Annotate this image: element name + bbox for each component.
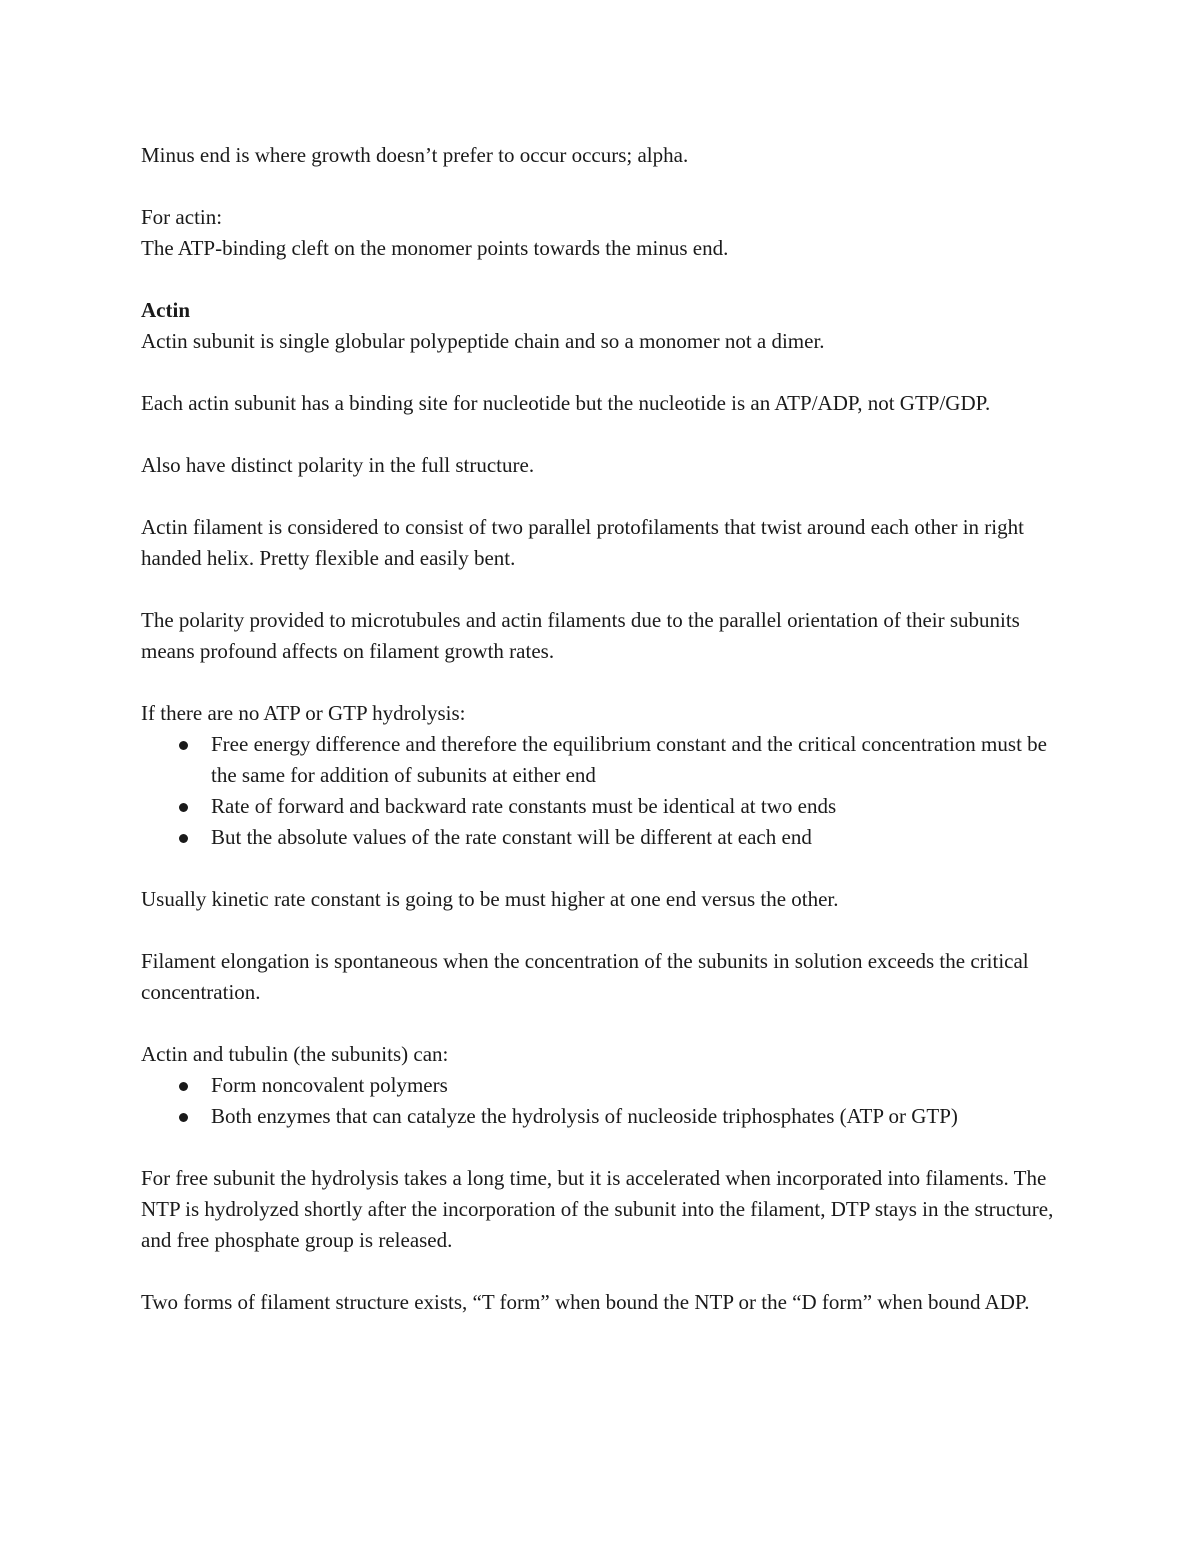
- bullet-list-actin-tubulin: [141, 1070, 1071, 1132]
- paragraph-elongation: Filament elongation is spontaneous when the concentration of the subunits in solution exceeds the critical concentration.: [141, 949, 1029, 1004]
- paragraph-no-hydrolysis: If there are no ATP or GTP hydrolysis:: [141, 701, 466, 725]
- paragraph-atp-cleft: The ATP-binding cleft on the monomer points towards the minus end.: [141, 236, 729, 260]
- list-item-text: Free energy difference and therefore the equilibrium constant and the critical concentration must be the same for addition of subunits at either end: [211, 732, 1047, 787]
- bullet-icon: [179, 1113, 188, 1122]
- document-page: [141, 140, 1071, 1318]
- spacer: [141, 915, 1071, 946]
- paragraph-polarity-growth: The polarity provided to microtubules and actin filaments due to the parallel orientation of their subunits means profound affects on filament growth rates.: [141, 608, 1020, 663]
- spacer: [141, 419, 1071, 450]
- paragraph-two-forms: Two forms of filament structure exists, “T form” when bound the NTP or the “D form” when bound ADP.: [141, 1290, 1030, 1314]
- spacer: [141, 264, 1071, 295]
- list-item: [211, 1101, 1071, 1132]
- spacer: [141, 171, 1071, 202]
- list-item: [211, 822, 1071, 853]
- bullet-icon: [179, 803, 188, 812]
- spacer: [141, 853, 1071, 884]
- paragraph-actin-tubulin: Actin and tubulin (the subunits) can:: [141, 1042, 449, 1066]
- spacer: [141, 481, 1071, 512]
- paragraph-actin-subunit: Actin subunit is single globular polypeptide chain and so a monomer not a dimer.: [141, 329, 825, 353]
- spacer: [141, 574, 1071, 605]
- spacer: [141, 1008, 1071, 1039]
- list-item-text: Form noncovalent polymers: [211, 1073, 448, 1097]
- section-heading-actin: Actin: [141, 298, 190, 322]
- paragraph-actin-filament: Actin filament is considered to consist of two parallel protofilaments that twist around each other in right handed helix. Pretty flexible and easily bent.: [141, 515, 1024, 570]
- spacer: [141, 357, 1071, 388]
- paragraph-kinetic-rate: Usually kinetic rate constant is going to be must higher at one end versus the other.: [141, 887, 839, 911]
- paragraph-free-subunit: For free subunit the hydrolysis takes a long time, but it is accelerated when incorporated into filaments. The NTP is hydrolyzed shortly after the incorporation of the subunit into the filament, DTP stays in the structure, and free phosphate group is released.: [141, 1166, 1054, 1252]
- bullet-list-no-hydrolysis: [141, 729, 1071, 853]
- list-item: [211, 729, 1071, 791]
- list-item: [211, 791, 1071, 822]
- spacer: [141, 1132, 1071, 1163]
- bullet-icon: [179, 741, 188, 750]
- spacer: [141, 1256, 1071, 1287]
- list-item: [211, 1070, 1071, 1101]
- paragraph-minus-end: Minus end is where growth doesn’t prefer to occur occurs; alpha.: [141, 143, 689, 167]
- bullet-icon: [179, 834, 188, 843]
- bullet-icon: [179, 1082, 188, 1091]
- paragraph-polarity: Also have distinct polarity in the full structure.: [141, 453, 535, 477]
- list-item-text: Both enzymes that can catalyze the hydrolysis of nucleoside triphosphates (ATP or GTP): [211, 1104, 958, 1128]
- list-item-text: Rate of forward and backward rate constants must be identical at two ends: [211, 794, 837, 818]
- spacer: [141, 667, 1071, 698]
- paragraph-binding-site: Each actin subunit has a binding site for nucleotide but the nucleotide is an ATP/ADP, not GTP/GDP.: [141, 391, 991, 415]
- paragraph-for-actin-label: For actin:: [141, 205, 223, 229]
- list-item-text: But the absolute values of the rate constant will be different at each end: [211, 825, 812, 849]
